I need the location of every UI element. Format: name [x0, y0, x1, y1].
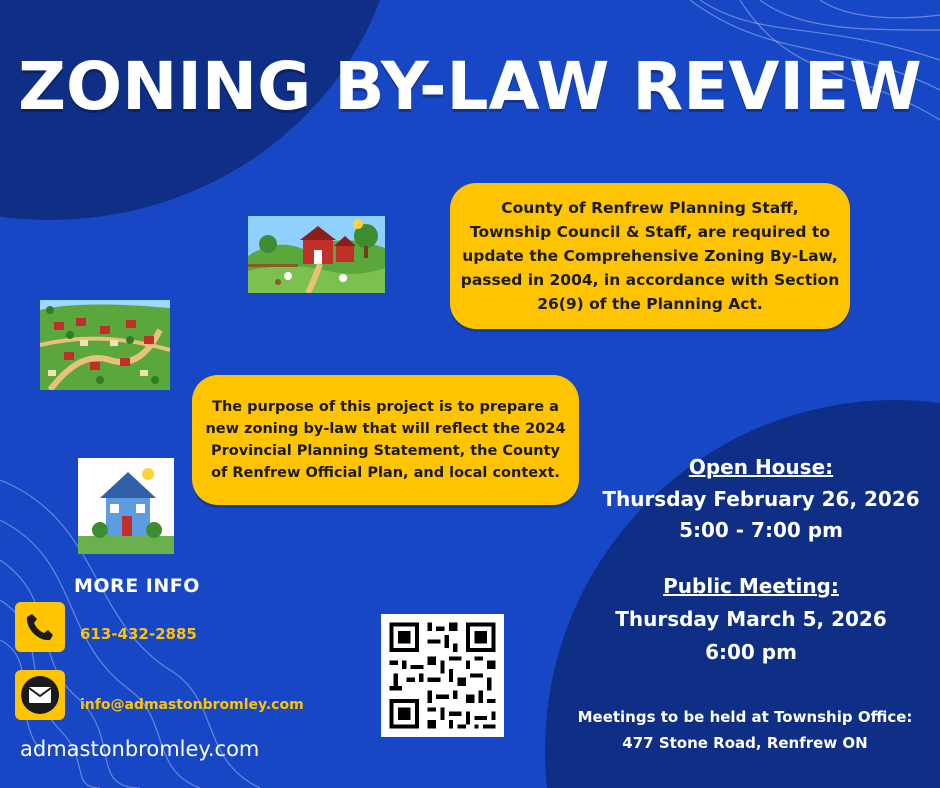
- website-link[interactable]: admastonbromley.com: [20, 737, 260, 761]
- open-house-time: 5:00 - 7:00 pm: [679, 518, 843, 542]
- page-title: ZONING BY-LAW REVIEW: [18, 48, 922, 125]
- location-line-1: Meetings to be held at Township Office:: [577, 708, 913, 726]
- envelope-shape-icon: [28, 686, 52, 704]
- location-line-2: 477 Stone Road, Renfrew ON: [622, 734, 868, 752]
- house-illustration: [78, 458, 174, 554]
- purpose-text: The purpose of this project is to prepare a new zoning by-law that will reflect the 2024 Provincial Planning Statement, the County of Renfrew Official Plan, and local context.: [205, 399, 566, 481]
- more-info-heading: MORE INFO: [74, 575, 200, 597]
- purpose-bubble: [192, 375, 579, 505]
- meeting-location: [555, 704, 935, 756]
- farm-illustration: [248, 216, 385, 293]
- planning-staff-text: County of Renfrew Planning Staff, Township Council & Staff, are required to update the Comprehensive Zoning By-Law, passed in 2004, in accordance with Section 26(9) of the Planning Act.: [460, 199, 840, 313]
- phone-icon: [15, 602, 65, 652]
- phone-handset-icon: [23, 610, 57, 644]
- phone-number-link[interactable]: 613-432-2885: [80, 625, 197, 643]
- envelope-icon-circle: [21, 676, 59, 714]
- public-meeting-heading-text: Public Meeting:: [663, 574, 839, 598]
- email-link[interactable]: info@admastonbromley.com: [80, 697, 304, 713]
- envelope-icon: [15, 670, 65, 720]
- open-house-heading: [596, 455, 926, 479]
- qr-code[interactable]: [381, 614, 504, 737]
- public-meeting-date: Thursday March 5, 2026: [615, 607, 887, 631]
- open-house-heading-text: Open House:: [688, 455, 834, 479]
- public-meeting-heading: [586, 574, 916, 598]
- village-illustration: [40, 300, 170, 390]
- public-meeting-time: 6:00 pm: [705, 640, 797, 664]
- planning-staff-bubble: [450, 183, 850, 329]
- open-house-date: Thursday February 26, 2026: [602, 487, 920, 511]
